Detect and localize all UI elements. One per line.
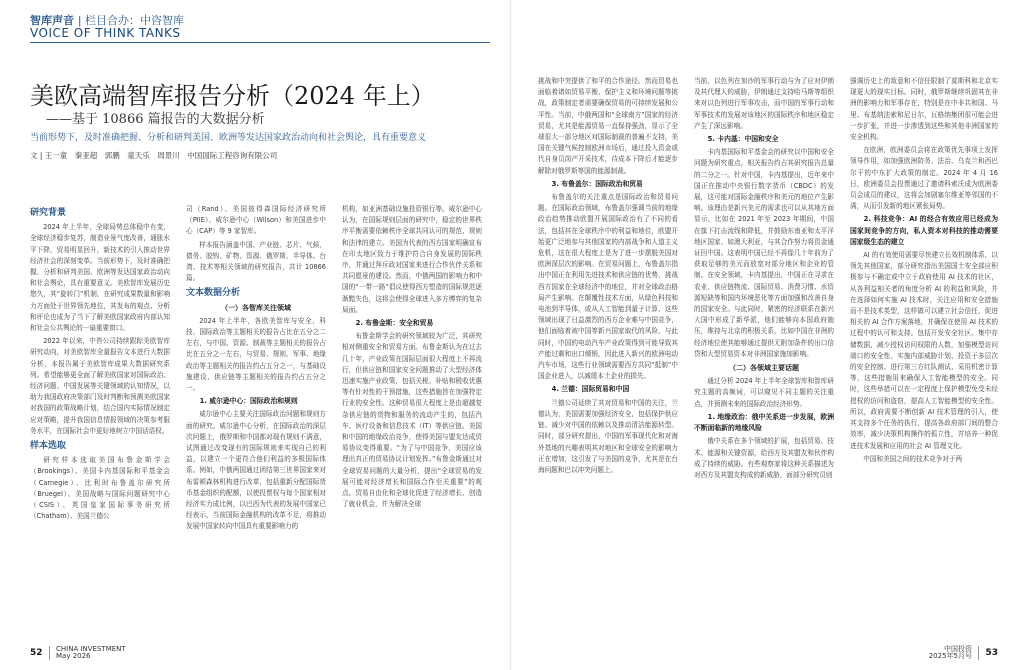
article-subtitle: ——基于 10866 篇报告的大数据分析 bbox=[46, 112, 265, 127]
page-number: 53 bbox=[985, 648, 998, 658]
paragraph: 机构，如亚洲基础设施投资银行等。威尔逊中心认为，在国际规则层面的研究中，稳定的世界秩序平衡需要依赖秩序全球共同认可的规范、规则和法律的建立。美国为代表的西方国家明确宣布在印太地区致力于维护符合自身发展的国际秩序，并通过拜斥政对国家来进行合作伙伴关系和共同愿景的建设。然而，中俄两国的影响力和中国的“一带一路”倡议使得西方塑造的国际规范逐渐黯失色，这将会使得全球进入多方博弈的复杂局面。 bbox=[342, 205, 482, 314]
heading-sample-selection: 样本选取 bbox=[30, 441, 67, 452]
paragraph: 通过分析 2024 年上半年全球智库和智库研究主题的高频词，可以窥见不同主题的关注重点，并预测未来的国际政治经济形势。 bbox=[694, 377, 834, 408]
paragraph: 卡内基国际和平基金会的研究以中国和安全问题为研究重点，相关报告约占其研究报告总量的二分之一。针对中国，卡内基提出，近年来中国正在推动中央银行数字货币（CBDC）的发展，这可能对国际金融秩序和美元的地位产生影响。该理由是新兴美元的需求也可以从其地方面显示，比如在 2021 年至 2023 年期间，中国在旗下打击流线和降低，并鼓励东南亚和太平洋地区国家、如澳大利亚，与其合作努力将资金通证回中国。这表明中国已经不再像几十年前为了获取足够的美元而放宽对部分地区和企业的管制。在安全领域，卡内基提出，中国正在寻求在农业、供应链物流、国际贸易、消费习惯、水资源短缺等和国内环境恶化等方面加强和改善自身的国家安全。与此同时，紧密的经济联系在新兴大国中形成了新华派，他们能够向本国政府施压，维持与北京的积极关系，比如中国在非洲的经济地位使其能够通过提供无附加条件的出口信贷和大型贸易资本对非洲国家施加影响。 bbox=[694, 148, 834, 358]
text-column-6 bbox=[850, 76, 998, 636]
paragraph: 2022 年以来，中咨公司持续跟踪美欧智库研究动向，对美欧智库全量报告文本进行大数据分析，本报告属于美欧智库成果大数据研究系列。希望能够更全面了解美欧国家对国际政治、经济问题、中国发展等关键领域的认知情况，以助力我国政府决策部门及时判断和预测美欧国家对我国的政策战略计划，结合国内实际情况制定应对策略，提升我国信息情报领域的决策参考服务水平，在国际社会中更好地树立中国话语权。 bbox=[30, 337, 170, 435]
article-lede: 当前形势下，及时准确把握、分析和研判美国、欧洲等发达国家政治动向和社会舆论，具有重要意义 bbox=[30, 133, 427, 143]
paragraph: 兰德公司延续了其对贸易和中国的关注，兰德认为，美国需要加强经济安全，包括保护供应链、减少对中国的依赖以及推动清洁能源转型。同时，部分研究提出，中国的军事现代化和对海外基地的兴趣表明其对地区和全球安全的影响力正在增加，这引发了与美国的竞争，尤其是在台海问题和巴以冲突问题上。 bbox=[538, 398, 678, 474]
paragraph: 俄中关系在多个领域的扩展，包括贸易、技术、能源和关键资源，给西方及其盟友和伙伴构成了持续的威胁。有些观察家将这种关系描述为对西方及其盟友构成的新威胁，面部分研究员则 bbox=[694, 437, 834, 479]
paragraph: 中国和美国之间的技术竞争对于两 bbox=[863, 454, 963, 463]
item-heading: 4. 兰德：国际贸易和中国 bbox=[551, 385, 630, 394]
footer-divider bbox=[978, 646, 979, 660]
text-column-1 bbox=[30, 204, 170, 634]
paragraph: 挑战和中突提供了和平的合作途径。然而贸易也面临着诸如贸易平衡、保护主义和环境问题等挑战，政策制定者需要确保贸易的可持续发展和公平性。当前，中俄两国和“全球南方”国家的经济贸易，尤其是能源贸易一直保持强劲，显示了全球很大一部分地区对国际制裁的普遍不支持，美国在关键气候控制欧洲市场后，通过投入资金或代自身员岗产开采技术，待成本下降后才能逐步解除对俄罗斯等国的能源制裁。 bbox=[538, 77, 678, 175]
footer-divider bbox=[49, 646, 50, 660]
column-label: | 栏目合办：中咨智库 bbox=[77, 14, 185, 27]
paragraph: 布鲁盖尔的关注重点是国际政治和贸易问题。在国际政治领域，布鲁盖尔强调当前的地缘政治趋势推动欧盟开展国际政治有了不同的看法，包括其在全球秩序中的利益和地位，欧盟开始更广泛地参与其他国家的内部战争和人道主义危机，这在很大程度上是为了进一步摆脱美国对欧洲深层次的影响。在贸易问题上，布鲁盖尔指出中国正在利用先进技术和供应链的优势，挑战西方国家在全球经济中的地位，并对全球政治格局产生影响。在颠覆性技术方面，从绿色科技和电池到半导体，或从人工智能到量子计算，这些领域出现了日益激烈的西方企业难与中国竞争，他们面临着被中国等新兴国家取代的风险，与此同时，中国的电动汽车产业政策得到可能导致其产能过剩和出口倾销，因此进入新兴的欧洲电动汽车市场，这些行业领域需要西方共同“抵制”中国企业进入，以减缓本土企业的损失。 bbox=[538, 193, 678, 381]
paragraph: 在欧洲，欧洲委员会将在政策优先事项上发挥领导作用，如加强欧洲防务、法治、乌克兰和西巴尔干的中东扩大政策的制定。2024 年 4 月 16 日，欧洲委员会投票通过了邀请科索沃成为欧洲委员会成员的建议，这将会加剧塞尔维亚等邻国的不满，从而引发新的地区紧张局势。 bbox=[850, 146, 998, 211]
magazine-name: 中国投资 bbox=[944, 645, 972, 653]
subheading: （一）各智库关注领域 bbox=[221, 303, 291, 312]
paragraph: 2024 年上半年，全球局势总体稳中有变，全球经济稳步复苏，制造业景气度改善，通胀水平下降，贸易明显回升，新技术的引入推动世界经济社会的深刻变革。当前形势下，及时准确把握、分析和研判美国、欧洲等发达国家政治动向和社会舆论，具有重要意义。美欧智库发展历史悠久，其“旋转门”机制，在研究成果数量和影响力方面处于世界领先地位，其发布的观点、分析和评论也成为了当下了解美欧国家政府内部认知和社会公共舆论的一扇重要窗口。 bbox=[30, 223, 170, 333]
item-heading: 2. 布鲁金斯：安全和贸易 bbox=[355, 319, 434, 328]
paragraph: 司（Rand）、美国彼得森国际经济研究所（PIIE）、威尔逊中心（Wilson）和美国进步中心（CAP）等 9 家智库。 bbox=[186, 205, 326, 236]
section-label: 智库声音 bbox=[30, 14, 74, 27]
text-column-3 bbox=[342, 204, 482, 634]
paragraph: 当前，以色列在加沙的军事行动与为了应对伊朗及其代理人的威胁，伊朗通过支持哈马斯等组织来对以色列进行军事攻击，而中国的军事行动和军事技术的发展对该地区的国际秩序和地区稳定产生了深远影响。 bbox=[694, 77, 834, 130]
magazine-name: CHINA INVESTMENT bbox=[56, 645, 126, 653]
paragraph: 强调历史上的敌意和不信任限制了莫斯科和北京实现更大的现实目标。同时，俄罗斯继续巩固其在非洲的影响力和军事存在，特别是在中非共和国、马里、布基纳法索和尼日尔，瓦格纳集团很可能会进一步扩张，并进一步渗透到这些和其他非洲国家的安全机构。 bbox=[850, 77, 998, 142]
heading-text-analysis: 文本数据分析 bbox=[186, 288, 241, 299]
item-heading: 3. 布鲁盖尔：国际政治和贸易 bbox=[551, 179, 643, 188]
paragraph: AI 的有效使用需要尽快建立长效机制体系，以领先其他国家，部分研究指出美国国土安全部应积极参与不确定或中立于政府使用 AI 技术的社区，从各利益相关者的角度分析 AI 的利益和风险，并在选择如何实施 AI 技术时，关注应用和安全措施而不是技术类型，这样做可以建立社会信任，促进相关的 AI 合作方案落地，并确保在使用 AI 技术的过程中的认可和支持。包括开发安全社区、集中存储数据，减少授权访问权限的人数，加强模型访问端口的安全性、实施内部威胁计划、投资于多层次的安全控制、进行第三方红队测试、采用机密计算等，这些措施用来确保人工智能模型的安全。同时，这些举措可以在一定程度上保护模型免受未经授权的访问和盗窃，提高人工智能模型的安全性。所以，政府需要不断创新 AI 技术管理的引入，使其支持多个任务的执行，提高各政府部门间的整合效率，减少决策机构操作的孤立性，并培养一种促进技术发展和应用的社会 AI 管理文化。 bbox=[850, 251, 998, 450]
heading-research-background: 研究背景 bbox=[30, 208, 67, 218]
text-column-4 bbox=[538, 76, 678, 636]
paragraph: 布鲁金斯学会的研究领域较为广泛，其研究相对侧重安全和贸易方面。布鲁金斯认为在过去几十年，产业政策在国际层面很大程度上不再流行，但供应链和国家安全问题推动了大型经济体迅速实施产业政策，包括关税、补贴和税收优惠等有针对性的干预措施，这些措施旨在加强特定行业的安全性。这种贸易很大程度上是由超越复杂供应链的货物和服务的流动产生的，包括汽车、医疗设备和信息技术（IT）等供应链。美国和中国的地缘政治竞争，使得美国与盟友达成贸易协议变得重要。“为了与中国竞争，美国应该理出真正的贸易协议计划发挥。”布鲁金斯通过对全球贸易问题的大量分析，提出“全球贸易的发展可能对经济增长和国际合作至关重要”的观点。贸易自由化和全球化促进了经济增长、创造了就业机会，并为解决全球 bbox=[342, 332, 482, 509]
paragraph: 威尔逊中心主要关注国际政治问题和规则方面的研究。威尔逊中心分析，在国际政治的深层次问题上，俄罗斯和中国都对现有规则不满意，试图通过改变现有的国际规则来实现自己的利益，以建立一个更符合他们利益的多极国际体系。例如，中俄两国通过团结第三世界国家来对布雷顿森林机构进行改革，包括重新分配国际货币基金组织的配额，以使投票权与每个国家相对经济实力成比例，以巴西为代表的发展中国家已经表示，当前国际金融机构的改革不足，将推动发展中国家转向中国具有重要影响力的 bbox=[186, 410, 326, 531]
right-page bbox=[512, 0, 1024, 670]
paragraph: 样本报告涵盖中国、产业链、芯片、气候、债务、胶钩、矿物、资源、俄罗斯、半导体、台湾、技术等相关领域的研究报告，共计 10866 篇。 bbox=[186, 240, 326, 283]
issue-date: May 2026 bbox=[56, 652, 91, 660]
item-heading: 5. 卡内基：中国和安全 bbox=[707, 135, 779, 144]
paragraph: 研究样本选取美国布鲁金斯学会（Brookings）、美国卡内基国际和平基金会（Carnegie）、比利时布鲁盖尔研究所（Bruegel）、美国战略与国际问题研究中心（CSIS）、英国皇家国际事务研究所（Chatham）、美国兰德公 bbox=[30, 456, 170, 521]
text-column-2 bbox=[186, 204, 326, 634]
header-divider bbox=[30, 42, 490, 43]
right-page-footer bbox=[929, 646, 998, 660]
subheading: （二）各领域主要话题 bbox=[729, 364, 799, 373]
item-heading: 1. 威尔逊中心：国际政治和规则 bbox=[199, 397, 298, 406]
section-header-english: VOICE OF THINK TANKS bbox=[30, 26, 181, 40]
item-heading: 1. 地缘政治：俄中关系进一步发展，欧洲不断面临新的地缘风险 bbox=[694, 412, 834, 433]
article-title: 美欧高端智库报告分析（2024 年上） bbox=[30, 82, 435, 110]
article-authors: 文 | 王一童 秦亚超 郭鹏 童天乐 周景川 中国国际工程咨询有限公司 bbox=[30, 151, 278, 160]
text-column-5 bbox=[694, 76, 834, 636]
left-page-footer bbox=[30, 646, 126, 660]
item-heading: 2. 科技竞争：AI 的经合有效应用已经成为国家间竞争的方向，私人资本对科技的推动需要国家级生态的建立 bbox=[850, 215, 998, 246]
paragraph: 2024 年上半年，各欧美智库与安全、科技、国际政治等主题相关的报告占比在五分之二左右，与中国、资源、制裁等主题相关的报告占比在五分之一左右，与贸易、规则、军事、地缘政治等主题相关的报告约占五分之一，与基础设施建设、供应链等主题相关的报告约占五分之一。 bbox=[186, 316, 326, 393]
page-number: 52 bbox=[30, 648, 43, 658]
issue-date: 2025年5月号 bbox=[928, 652, 972, 660]
